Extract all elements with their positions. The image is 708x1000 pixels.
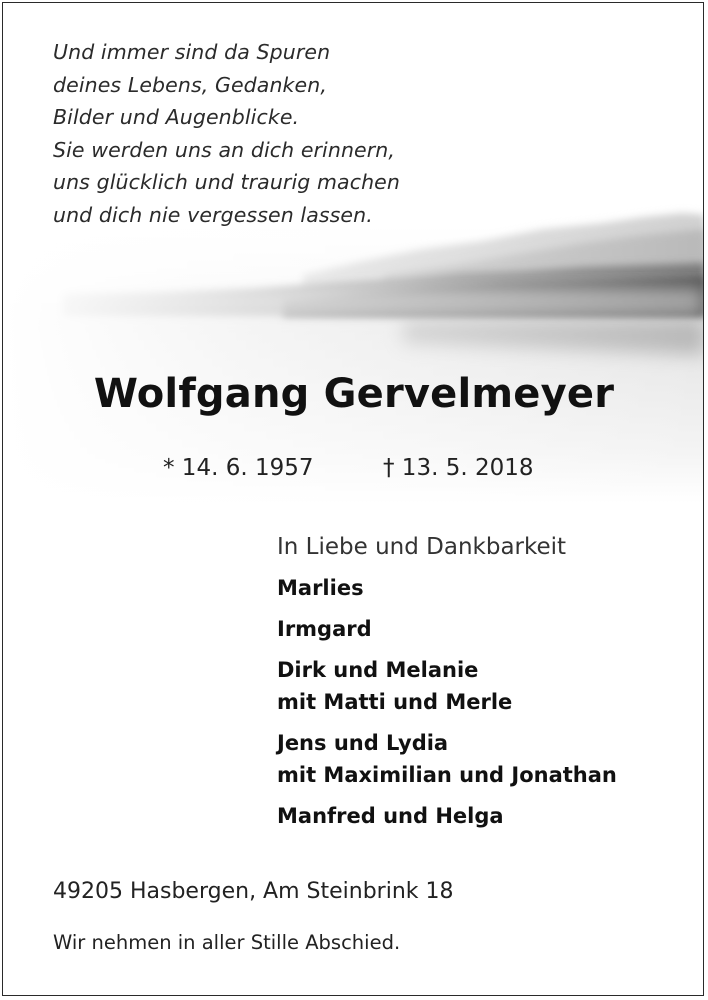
mourner-entry — [277, 800, 617, 832]
mourner-line: mit Matti und Merle — [277, 690, 513, 714]
signature-intro: In Liebe und Dankbarkeit — [277, 534, 567, 560]
mourner-line: Jens und Lydia — [277, 731, 449, 755]
address: 49205 Hasbergen, Am Steinbrink 18 — [53, 879, 454, 904]
mourner-line: Dirk und Melanie — [277, 658, 479, 682]
mourner-entry — [277, 654, 617, 718]
mourner-entry — [277, 572, 617, 604]
poem-verse — [53, 36, 400, 232]
poem-line: Bilder und Augenblicke. — [53, 105, 300, 130]
poem-line: deines Lebens, Gedanken, — [53, 72, 327, 97]
mourners-signature — [277, 531, 617, 832]
mourner-line: mit Maximilian und Jonathan — [277, 763, 617, 787]
poem-line: und dich nie vergessen lassen. — [53, 202, 373, 227]
farewell-note: Wir nehmen in aller Stille Abschied. — [53, 931, 401, 954]
mourner-line: Marlies — [277, 576, 364, 600]
mourner-line: Manfred und Helga — [277, 804, 504, 828]
mourner-entry — [277, 613, 617, 645]
poem-line: Und immer sind da Spuren — [53, 40, 331, 64]
obituary-card — [2, 2, 704, 996]
death-date: † 13. 5. 2018 — [383, 455, 534, 481]
deceased-name: Wolfgang Gervelmeyer — [93, 371, 615, 417]
poem-line: Sie werden uns an dich erinnern, — [53, 137, 395, 162]
birth-date: * 14. 6. 1957 — [163, 455, 314, 481]
mourner-line: Irmgard — [277, 617, 372, 641]
poem-line: uns glücklich und traurig machen — [53, 170, 400, 195]
mourner-entry — [277, 727, 617, 791]
